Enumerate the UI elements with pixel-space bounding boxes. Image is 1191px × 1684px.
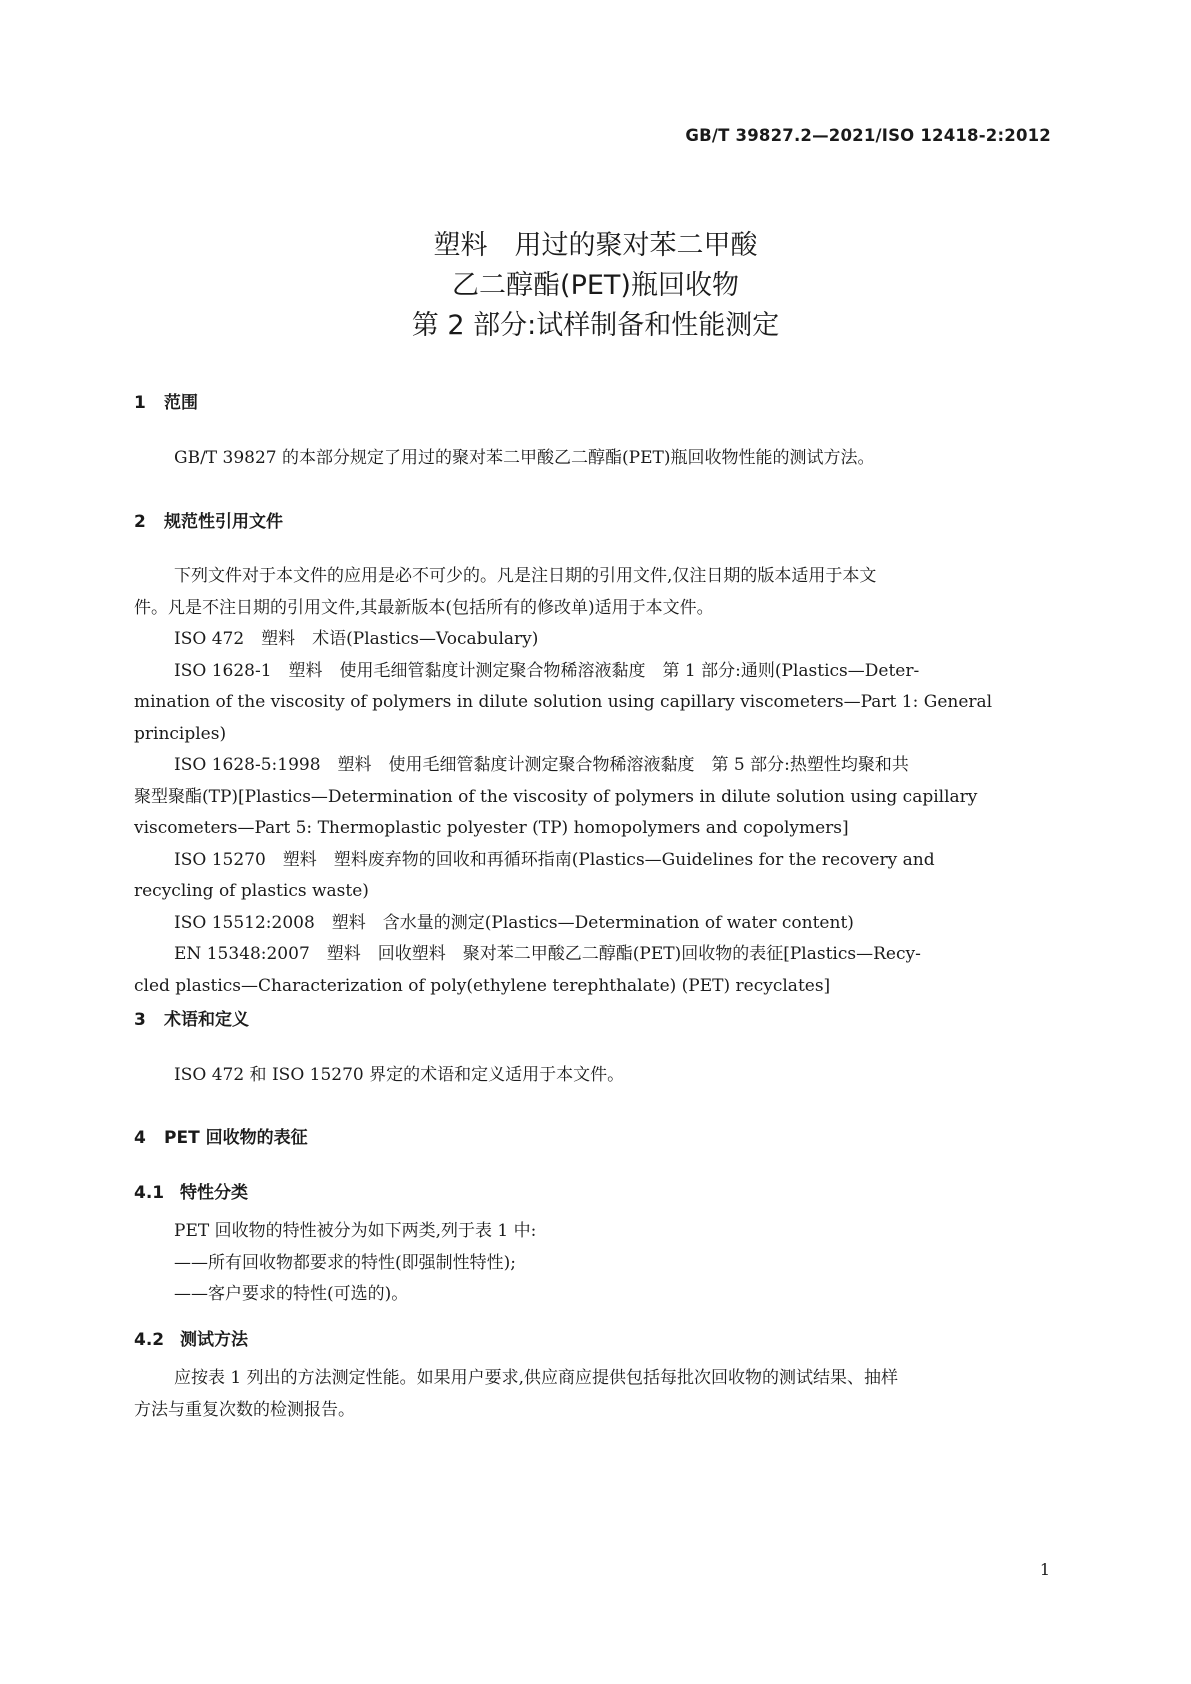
section-4-1-heading (134, 1178, 248, 1203)
document-title (0, 226, 1191, 346)
section-title: 术语和定义 (164, 1010, 249, 1030)
reference-line: principles) (134, 723, 227, 744)
reference-iso-472: ISO 472 塑料 术语(Plastics—Vocabulary) (174, 629, 539, 649)
paragraph-line: GB/T 39827 的本部分规定了用过的聚对苯二甲酸乙二醇酯(PET)瓶回收物性能的测试方法。 (174, 448, 875, 468)
reference-line: viscometers—Part 5: Thermoplastic polyester (TP) homopolymers and copolymers] (134, 818, 849, 838)
section-number: 4 (134, 1128, 146, 1148)
paragraph-line: 应按表 1 列出的方法测定性能。如果用户要求,供应商应提供包括每批次回收物的测试结果、抽样 (174, 1368, 899, 1388)
paragraph-line: 下列文件对于本文件的应用是必不可少的。凡是注日期的引用文件,仅注日期的版本适用于本文 (174, 566, 877, 586)
section-title: 规范性引用文件 (164, 512, 283, 532)
standard-code: GB/T 39827.2—2021/ISO 12418-2:2012 (685, 126, 1051, 145)
section-number: 2 (134, 512, 146, 532)
page-number: 1 (1039, 1560, 1050, 1579)
list-item: ——所有回收物都要求的特性(即强制性特性); (174, 1252, 516, 1273)
section-title: PET 回收物的表征 (164, 1128, 308, 1148)
section-title: 特性分类 (180, 1183, 248, 1203)
section-title: 范围 (164, 393, 198, 413)
section-number: 4.1 (134, 1183, 165, 1203)
section-number: 1 (134, 393, 146, 413)
section-number: 4.2 (134, 1330, 165, 1350)
title-line-2: 乙二醇酯(PET)瓶回收物 (452, 270, 739, 301)
section-4-heading (134, 1123, 308, 1148)
reference-iso-1628-1: ISO 1628-1 塑料 使用毛细管黏度计测定聚合物稀溶液黏度 第 1 部分:通则(Plastics—Deter- (174, 660, 920, 681)
list-item: ——客户要求的特性(可选的)。 (174, 1284, 409, 1304)
paragraph-line: 方法与重复次数的检测报告。 (134, 1399, 355, 1420)
section-4-2-body (134, 1363, 1061, 1426)
reference-line: mination of the viscosity of polymers in dilute solution using capillary viscometers—Part 1: General (134, 692, 993, 712)
section-4-1-body (134, 1216, 1061, 1311)
section-1-body (134, 443, 1061, 475)
section-3-body (134, 1060, 1061, 1092)
title-line-3: 第 2 部分:试样制备和性能测定 (411, 310, 780, 341)
section-1-heading (134, 388, 198, 413)
paragraph-line: PET 回收物的特性被分为如下两类,列于表 1 中: (174, 1221, 537, 1241)
reference-en-15348: EN 15348:2007 塑料 回收塑料 聚对苯二甲酸乙二醇酯(PET)回收物的表征[Plastics—Recy- (174, 944, 921, 964)
reference-line: recycling of plastics waste) (134, 881, 369, 901)
paragraph-line: ISO 472 和 ISO 15270 界定的术语和定义适用于本文件。 (174, 1065, 625, 1085)
reference-iso-15512: ISO 15512:2008 塑料 含水量的测定(Plastics—Determination of water content) (174, 912, 854, 933)
section-3-heading (134, 1005, 249, 1030)
reference-line: 聚型聚酯(TP)[Plastics—Determination of the viscosity of polymers in dilute solution using capillary (134, 786, 978, 807)
section-title: 测试方法 (180, 1330, 248, 1350)
reference-line: cled plastics—Characterization of poly(ethylene terephthalate) (PET) recyclates] (134, 975, 831, 996)
section-4-2-heading (134, 1325, 248, 1350)
reference-iso-1628-5: ISO 1628-5:1998 塑料 使用毛细管黏度计测定聚合物稀溶液黏度 第 5 部分:热塑性均聚和共 (174, 755, 909, 775)
title-line-1: 塑料 用过的聚对苯二甲酸 (433, 230, 758, 261)
section-2-heading (134, 507, 283, 532)
paragraph-line: 件。凡是不注日期的引用文件,其最新版本(包括所有的修改单)适用于本文件。 (134, 597, 714, 618)
reference-iso-15270: ISO 15270 塑料 塑料废弃物的回收和再循环指南(Plastics—Guidelines for the recovery and (174, 849, 935, 870)
section-number: 3 (134, 1010, 146, 1030)
section-2-body (134, 561, 1061, 1002)
